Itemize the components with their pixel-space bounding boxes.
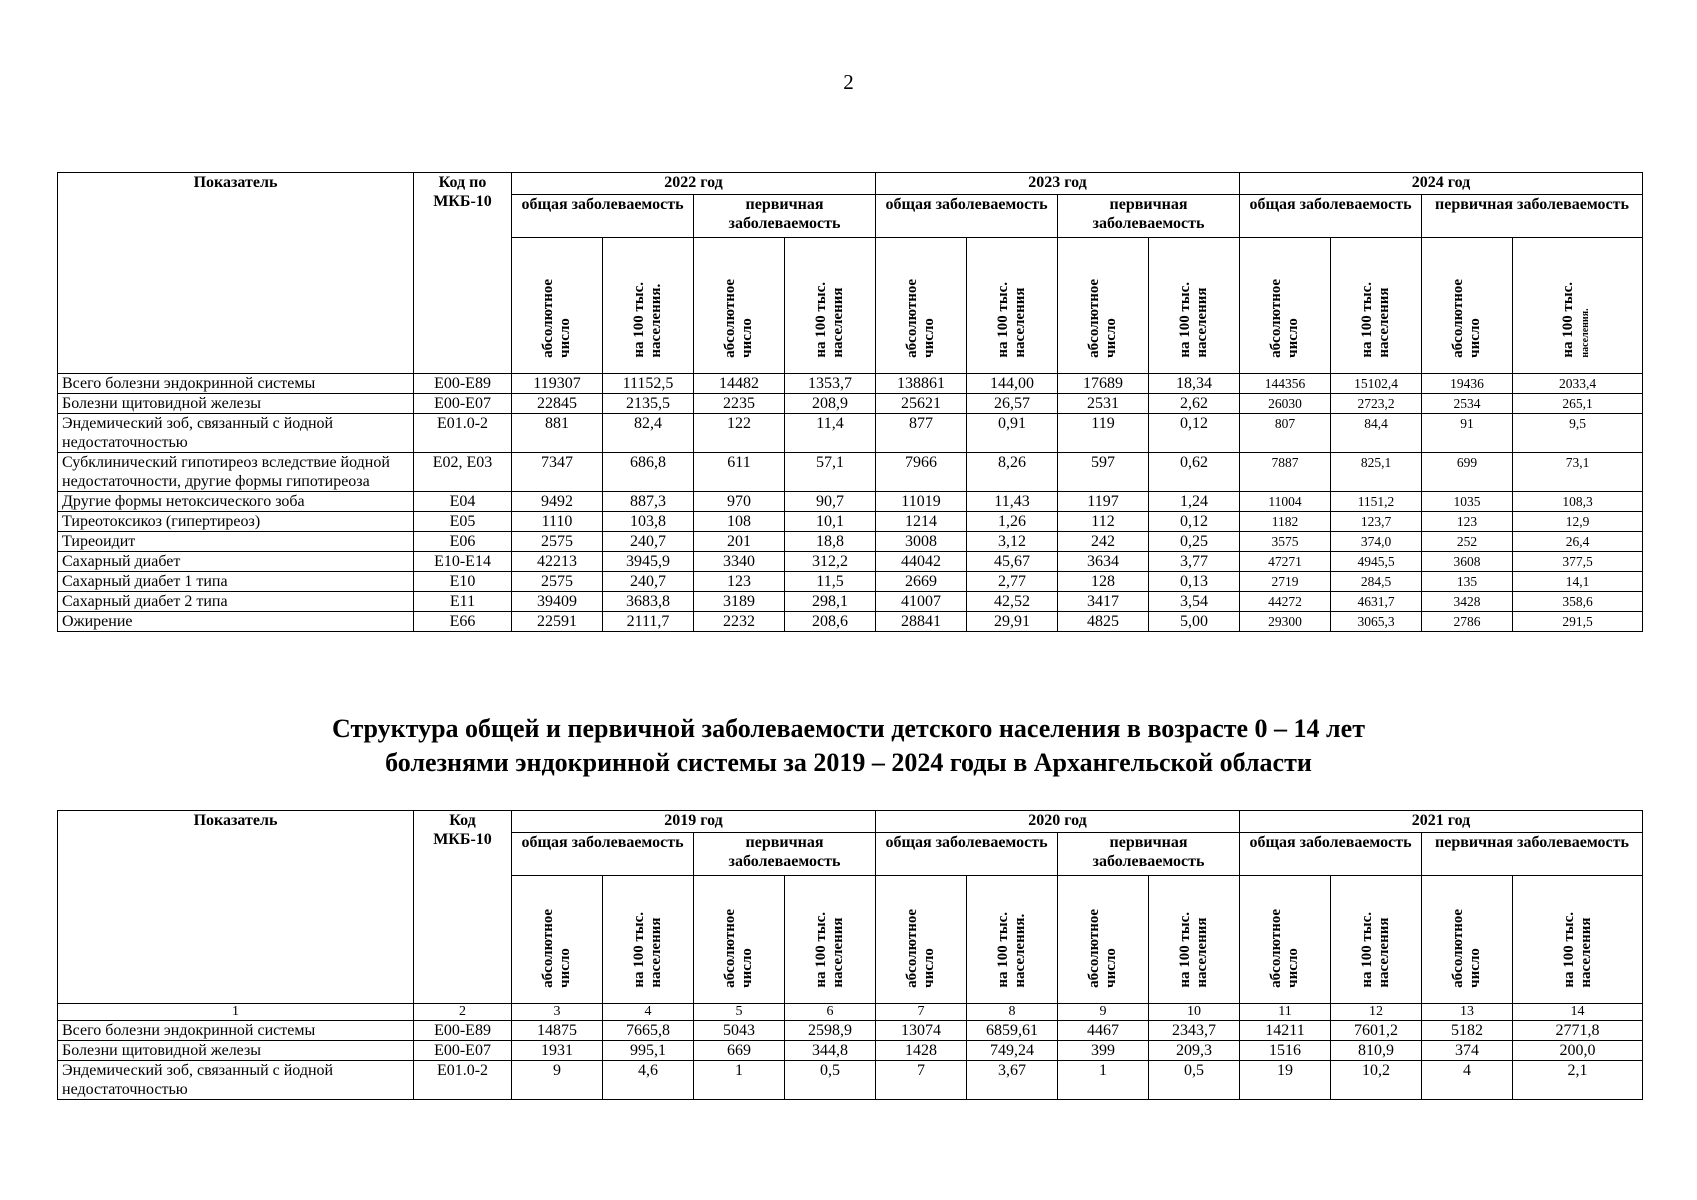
icd-code: E01.0-2 <box>414 1061 512 1100</box>
value-cell: 122 <box>694 414 785 453</box>
icd-code: E00-E89 <box>414 1021 512 1041</box>
column-numbering-row <box>58 1004 1643 1021</box>
value-cell: 123 <box>1422 512 1513 532</box>
value-cell: 11004 <box>1240 492 1331 512</box>
value-cell: 3945,9 <box>603 552 694 572</box>
value-cell: 6859,61 <box>967 1021 1058 1041</box>
per-100k-header: на 100 тыс. населения <box>1331 876 1422 1004</box>
year-header: 2022 год <box>512 173 876 195</box>
value-cell: 3340 <box>694 552 785 572</box>
child-endocrine-morbidity-table-2019-2021 <box>57 810 1643 1100</box>
value-cell: 11019 <box>876 492 967 512</box>
value-cell: 2,77 <box>967 572 1058 592</box>
table-row <box>58 1041 1643 1061</box>
value-cell: 807 <box>1240 414 1331 453</box>
per-100k-header: на 100 тыс. населения <box>1513 876 1643 1004</box>
value-cell: 881 <box>512 414 603 453</box>
value-cell: 91 <box>1422 414 1513 453</box>
value-cell: 1516 <box>1240 1041 1331 1061</box>
per-100k-header: на 100 тыс. населения <box>785 876 876 1004</box>
value-cell: 84,4 <box>1331 414 1422 453</box>
value-cell: 0,5 <box>785 1061 876 1100</box>
general-morbidity-header: общая заболеваемость <box>1240 195 1422 238</box>
value-cell: 2343,7 <box>1149 1021 1240 1041</box>
value-cell: 0,62 <box>1149 453 1240 492</box>
year-header: 2019 год <box>512 811 876 833</box>
value-cell: 4467 <box>1058 1021 1149 1041</box>
per-100k-header: на 100 тыс. населения <box>967 238 1058 374</box>
value-cell: 39409 <box>512 592 603 612</box>
value-cell: 44042 <box>876 552 967 572</box>
indicator-name: Другие формы нетоксического зоба <box>58 492 414 512</box>
value-cell: 18,8 <box>785 532 876 552</box>
page-number: 2 <box>843 70 854 94</box>
value-cell: 4945,5 <box>1331 552 1422 572</box>
icd-code: E10-E14 <box>414 552 512 572</box>
value-cell: 10,2 <box>1331 1061 1422 1100</box>
absolute-number-header: абсолютное число <box>1240 238 1331 374</box>
absolute-number-header: абсолютное число <box>1422 876 1513 1004</box>
table-row <box>58 492 1643 512</box>
value-cell: 3575 <box>1240 532 1331 552</box>
general-morbidity-header: общая заболеваемость <box>1240 833 1422 876</box>
column-number: 5 <box>694 1004 785 1021</box>
year-header: 2021 год <box>1240 811 1643 833</box>
value-cell: 108,3 <box>1513 492 1643 512</box>
per-100k-header: на 100 тыс. населения <box>785 238 876 374</box>
value-cell: 26,4 <box>1513 532 1643 552</box>
per-100k-header: на 100 тыс. населения. <box>967 876 1058 1004</box>
absolute-number-header: абсолютное число <box>512 238 603 374</box>
table-row <box>58 572 1643 592</box>
value-cell: 611 <box>694 453 785 492</box>
icd-code: E00-E07 <box>414 394 512 414</box>
value-cell: 887,3 <box>603 492 694 512</box>
value-cell: 11,4 <box>785 414 876 453</box>
value-cell: 669 <box>694 1041 785 1061</box>
indicator-name: Сахарный диабет <box>58 552 414 572</box>
per-100k-header: на 100 тыс. населения. <box>603 238 694 374</box>
value-cell: 15102,4 <box>1331 374 1422 394</box>
value-cell: 0,91 <box>967 414 1058 453</box>
icd-code: E02, E03 <box>414 453 512 492</box>
value-cell: 5043 <box>694 1021 785 1041</box>
endocrine-morbidity-table-2022-2024 <box>57 172 1643 632</box>
table-row <box>58 453 1643 492</box>
value-cell: 995,1 <box>603 1041 694 1061</box>
value-cell: 2232 <box>694 612 785 632</box>
value-cell: 4631,7 <box>1331 592 1422 612</box>
value-cell: 3634 <box>1058 552 1149 572</box>
value-cell: 7601,2 <box>1331 1021 1422 1041</box>
value-cell: 5,00 <box>1149 612 1240 632</box>
per-100k-header: на 100 тыс. населения <box>1149 876 1240 1004</box>
value-cell: 2575 <box>512 532 603 552</box>
table-row <box>58 512 1643 532</box>
icd-code: E01.0-2 <box>414 414 512 453</box>
value-cell: 112 <box>1058 512 1149 532</box>
value-cell: 44272 <box>1240 592 1331 612</box>
value-cell: 11,5 <box>785 572 876 592</box>
value-cell: 8,26 <box>967 453 1058 492</box>
value-cell: 3,67 <box>967 1061 1058 1100</box>
value-cell: 291,5 <box>1513 612 1643 632</box>
value-cell: 119307 <box>512 374 603 394</box>
value-cell: 4825 <box>1058 612 1149 632</box>
value-cell: 12,9 <box>1513 512 1643 532</box>
icd-code: E10 <box>414 572 512 592</box>
value-cell: 2,1 <box>1513 1061 1643 1100</box>
value-cell: 14482 <box>694 374 785 394</box>
value-cell: 1 <box>694 1061 785 1100</box>
general-morbidity-header: общая заболеваемость <box>876 195 1058 238</box>
column-number: 1 <box>58 1004 414 1021</box>
value-cell: 1197 <box>1058 492 1149 512</box>
indicator-name: Эндемический зоб, связанный с йодной недостаточностью <box>58 414 414 453</box>
value-cell: 5182 <box>1422 1021 1513 1041</box>
section-title-line: болезнями эндокринной системы за 2019 – 2024 годы в Архангельской области <box>385 748 1312 777</box>
value-cell: 1151,2 <box>1331 492 1422 512</box>
value-cell: 209,3 <box>1149 1041 1240 1061</box>
value-cell: 2575 <box>512 572 603 592</box>
value-cell: 1,24 <box>1149 492 1240 512</box>
value-cell: 13074 <box>876 1021 967 1041</box>
value-cell: 82,4 <box>603 414 694 453</box>
column-number: 3 <box>512 1004 603 1021</box>
column-number: 6 <box>785 1004 876 1021</box>
value-cell: 970 <box>694 492 785 512</box>
indicator-header: Показатель <box>58 173 414 374</box>
value-cell: 138861 <box>876 374 967 394</box>
value-cell: 42213 <box>512 552 603 572</box>
table-row <box>58 374 1643 394</box>
value-cell: 265,1 <box>1513 394 1643 414</box>
value-cell: 1110 <box>512 512 603 532</box>
value-cell: 128 <box>1058 572 1149 592</box>
value-cell: 1,26 <box>967 512 1058 532</box>
value-cell: 2,62 <box>1149 394 1240 414</box>
value-cell: 4 <box>1422 1061 1513 1100</box>
value-cell: 3608 <box>1422 552 1513 572</box>
absolute-number-header: абсолютное число <box>1058 876 1149 1004</box>
primary-morbidity-header: первичная заболеваемость <box>1422 195 1643 238</box>
value-cell: 25621 <box>876 394 967 414</box>
value-cell: 10,1 <box>785 512 876 532</box>
indicator-name: Сахарный диабет 1 типа <box>58 572 414 592</box>
value-cell: 208,9 <box>785 394 876 414</box>
value-cell: 29,91 <box>967 612 1058 632</box>
table-row <box>58 394 1643 414</box>
value-cell: 14211 <box>1240 1021 1331 1041</box>
value-cell: 18,34 <box>1149 374 1240 394</box>
value-cell: 201 <box>694 532 785 552</box>
value-cell: 3189 <box>694 592 785 612</box>
value-cell: 26030 <box>1240 394 1331 414</box>
value-cell: 686,8 <box>603 453 694 492</box>
general-morbidity-header: общая заболеваемость <box>512 195 694 238</box>
value-cell: 2033,4 <box>1513 374 1643 394</box>
indicator-name: Болезни щитовидной железы <box>58 394 414 414</box>
year-header: 2024 год <box>1240 173 1643 195</box>
column-number: 2 <box>414 1004 512 1021</box>
value-cell: 11152,5 <box>603 374 694 394</box>
value-cell: 1035 <box>1422 492 1513 512</box>
value-cell: 2111,7 <box>603 612 694 632</box>
section-title-line: Структура общей и первичной заболеваемости детского населения в возрасте 0 – 14 лет <box>332 714 1365 743</box>
value-cell: 240,7 <box>603 532 694 552</box>
value-cell: 3008 <box>876 532 967 552</box>
column-number: 13 <box>1422 1004 1513 1021</box>
table-row <box>58 552 1643 572</box>
value-cell: 0,5 <box>1149 1061 1240 1100</box>
value-cell: 29300 <box>1240 612 1331 632</box>
indicator-header: Показатель <box>58 811 414 1004</box>
table-row <box>58 532 1643 552</box>
table-row <box>58 1021 1643 1041</box>
table-row <box>58 1061 1643 1100</box>
icd-code: E00-E07 <box>414 1041 512 1061</box>
value-cell: 200,0 <box>1513 1041 1643 1061</box>
column-number: 11 <box>1240 1004 1331 1021</box>
value-cell: 45,67 <box>967 552 1058 572</box>
value-cell: 3417 <box>1058 592 1149 612</box>
value-cell: 877 <box>876 414 967 453</box>
value-cell: 2531 <box>1058 394 1149 414</box>
absolute-number-header: абсолютное число <box>1240 876 1331 1004</box>
per-100k-header: на 100 тыс. населения. <box>1513 238 1643 374</box>
value-cell: 7966 <box>876 453 967 492</box>
value-cell: 242 <box>1058 532 1149 552</box>
indicator-name: Сахарный диабет 2 типа <box>58 592 414 612</box>
value-cell: 135 <box>1422 572 1513 592</box>
value-cell: 7887 <box>1240 453 1331 492</box>
value-cell: 47271 <box>1240 552 1331 572</box>
value-cell: 3428 <box>1422 592 1513 612</box>
primary-morbidity-header: первичная заболеваемость <box>694 833 876 876</box>
per-100k-header: на 100 тыс. населения <box>1149 238 1240 374</box>
value-cell: 42,52 <box>967 592 1058 612</box>
value-cell: 2771,8 <box>1513 1021 1643 1041</box>
primary-morbidity-header: первичная заболеваемость <box>1058 195 1240 238</box>
indicator-name: Болезни щитовидной железы <box>58 1041 414 1061</box>
value-cell: 374 <box>1422 1041 1513 1061</box>
absolute-number-header: абсолютное число <box>694 876 785 1004</box>
value-cell: 2719 <box>1240 572 1331 592</box>
year-header: 2023 год <box>876 173 1240 195</box>
value-cell: 7665,8 <box>603 1021 694 1041</box>
value-cell: 1353,7 <box>785 374 876 394</box>
primary-morbidity-header: первичная заболеваемость <box>1422 833 1643 876</box>
indicator-name: Эндемический зоб, связанный с йодной недостаточностью <box>58 1061 414 1100</box>
indicator-name: Всего болезни эндокринной системы <box>58 1021 414 1041</box>
column-number: 7 <box>876 1004 967 1021</box>
icd-code: E00-E89 <box>414 374 512 394</box>
value-cell: 22845 <box>512 394 603 414</box>
value-cell: 1182 <box>1240 512 1331 532</box>
value-cell: 14875 <box>512 1021 603 1041</box>
value-cell: 17689 <box>1058 374 1149 394</box>
value-cell: 3,54 <box>1149 592 1240 612</box>
value-cell: 144356 <box>1240 374 1331 394</box>
value-cell: 810,9 <box>1331 1041 1422 1061</box>
value-cell: 4,6 <box>603 1061 694 1100</box>
year-header: 2020 год <box>876 811 1240 833</box>
absolute-number-header: абсолютное число <box>512 876 603 1004</box>
value-cell: 2235 <box>694 394 785 414</box>
value-cell: 374,0 <box>1331 532 1422 552</box>
value-cell: 2598,9 <box>785 1021 876 1041</box>
value-cell: 3683,8 <box>603 592 694 612</box>
value-cell: 3,77 <box>1149 552 1240 572</box>
value-cell: 749,24 <box>967 1041 1058 1061</box>
table-row <box>58 612 1643 632</box>
table-row <box>58 592 1643 612</box>
value-cell: 240,7 <box>603 572 694 592</box>
general-morbidity-header: общая заболеваемость <box>512 833 694 876</box>
absolute-number-header: абсолютное число <box>1058 238 1149 374</box>
value-cell: 2534 <box>1422 394 1513 414</box>
value-cell: 0,12 <box>1149 512 1240 532</box>
absolute-number-header: абсолютное число <box>876 238 967 374</box>
value-cell: 208,6 <box>785 612 876 632</box>
value-cell: 2135,5 <box>603 394 694 414</box>
value-cell: 9,5 <box>1513 414 1643 453</box>
value-cell: 57,1 <box>785 453 876 492</box>
general-morbidity-header: общая заболеваемость <box>876 833 1058 876</box>
per-100k-header: на 100 тыс. населения <box>603 876 694 1004</box>
value-cell: 144,00 <box>967 374 1058 394</box>
value-cell: 1 <box>1058 1061 1149 1100</box>
indicator-name: Тиреотоксикоз (гипертиреоз) <box>58 512 414 532</box>
icd-code: E66 <box>414 612 512 632</box>
value-cell: 252 <box>1422 532 1513 552</box>
value-cell: 284,5 <box>1331 572 1422 592</box>
per-100k-header: на 100 тыс. населения <box>1331 238 1422 374</box>
value-cell: 123 <box>694 572 785 592</box>
primary-morbidity-header: первичная заболеваемость <box>1058 833 1240 876</box>
value-cell: 0,25 <box>1149 532 1240 552</box>
value-cell: 7347 <box>512 453 603 492</box>
value-cell: 90,7 <box>785 492 876 512</box>
column-number: 4 <box>603 1004 694 1021</box>
value-cell: 9 <box>512 1061 603 1100</box>
value-cell: 73,1 <box>1513 453 1643 492</box>
value-cell: 14,1 <box>1513 572 1643 592</box>
value-cell: 41007 <box>876 592 967 612</box>
value-cell: 0,12 <box>1149 414 1240 453</box>
absolute-number-header: абсолютное число <box>694 238 785 374</box>
value-cell: 0,13 <box>1149 572 1240 592</box>
primary-morbidity-header: первичная заболеваемость <box>694 195 876 238</box>
indicator-name: Ожирение <box>58 612 414 632</box>
value-cell: 108 <box>694 512 785 532</box>
value-cell: 2669 <box>876 572 967 592</box>
value-cell: 377,5 <box>1513 552 1643 572</box>
icd-code-header: Код по МКБ-10 <box>414 173 512 374</box>
value-cell: 103,8 <box>603 512 694 532</box>
icd-code: E06 <box>414 532 512 552</box>
value-cell: 1214 <box>876 512 967 532</box>
indicator-name: Всего болезни эндокринной системы <box>58 374 414 394</box>
column-number: 12 <box>1331 1004 1422 1021</box>
value-cell: 119 <box>1058 414 1149 453</box>
table-row <box>58 414 1643 453</box>
value-cell: 19436 <box>1422 374 1513 394</box>
value-cell: 597 <box>1058 453 1149 492</box>
value-cell: 399 <box>1058 1041 1149 1061</box>
value-cell: 312,2 <box>785 552 876 572</box>
icd-code: E04 <box>414 492 512 512</box>
indicator-name: Тиреоидит <box>58 532 414 552</box>
icd-code-header: Код МКБ-10 <box>414 811 512 1004</box>
absolute-number-header: абсолютное число <box>876 876 967 1004</box>
value-cell: 298,1 <box>785 592 876 612</box>
column-number: 8 <box>967 1004 1058 1021</box>
indicator-name: Субклинический гипотиреоз вследствие йодной недостаточности, другие формы гипотиреоза <box>58 453 414 492</box>
column-number: 14 <box>1513 1004 1643 1021</box>
value-cell: 699 <box>1422 453 1513 492</box>
value-cell: 2786 <box>1422 612 1513 632</box>
absolute-number-header: абсолютное число <box>1422 238 1513 374</box>
value-cell: 1931 <box>512 1041 603 1061</box>
value-cell: 19 <box>1240 1061 1331 1100</box>
value-cell: 28841 <box>876 612 967 632</box>
value-cell: 3,12 <box>967 532 1058 552</box>
value-cell: 358,6 <box>1513 592 1643 612</box>
value-cell: 22591 <box>512 612 603 632</box>
icd-code: E11 <box>414 592 512 612</box>
value-cell: 9492 <box>512 492 603 512</box>
value-cell: 7 <box>876 1061 967 1100</box>
value-cell: 344,8 <box>785 1041 876 1061</box>
value-cell: 11,43 <box>967 492 1058 512</box>
section-title <box>0 712 1697 780</box>
column-number: 9 <box>1058 1004 1149 1021</box>
value-cell: 2723,2 <box>1331 394 1422 414</box>
value-cell: 26,57 <box>967 394 1058 414</box>
column-number: 10 <box>1149 1004 1240 1021</box>
icd-code: E05 <box>414 512 512 532</box>
value-cell: 123,7 <box>1331 512 1422 532</box>
value-cell: 1428 <box>876 1041 967 1061</box>
value-cell: 825,1 <box>1331 453 1422 492</box>
value-cell: 3065,3 <box>1331 612 1422 632</box>
